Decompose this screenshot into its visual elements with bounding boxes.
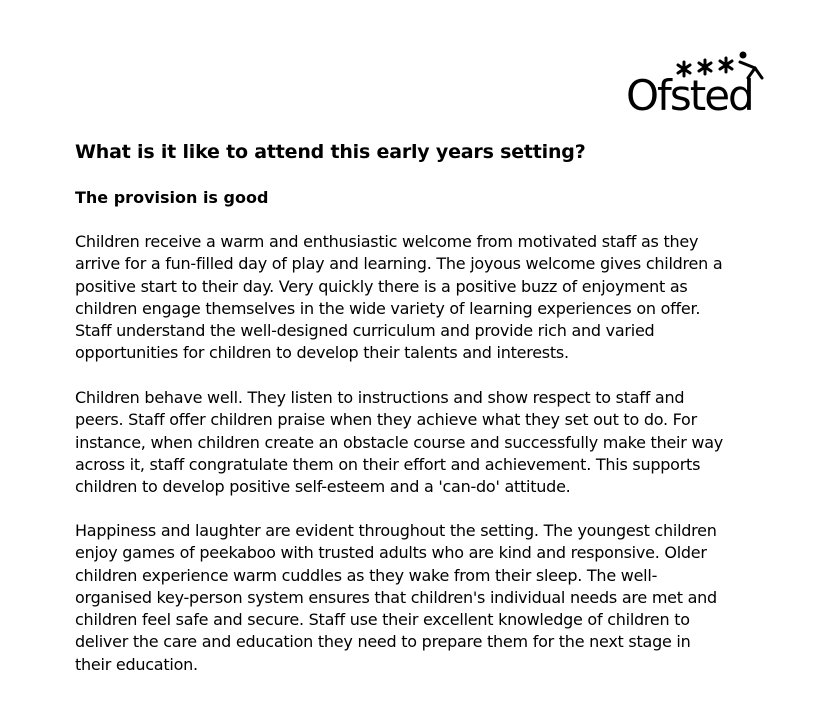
text-line: peers. Staff offer children praise when they achieve what they set out to do. For	[75, 410, 697, 430]
logo-wordmark: Ofsted	[626, 71, 753, 120]
text-line: instance, when children create an obstacle course and successfully make their way	[75, 432, 724, 452]
text-line: children feel safe and secure. Staff use their excellent knowledge of children to	[75, 610, 690, 630]
text-line: deliver the care and education they need to prepare them for the next stage in	[75, 632, 691, 652]
text-line: children engage themselves in the wide variety of learning experiences on offer.	[75, 298, 701, 318]
text-line: Happiness and laughter are evident throughout the setting. The youngest children	[75, 521, 717, 540]
paragraph-welcome	[75, 231, 765, 365]
text-line: their education.	[75, 654, 198, 674]
page-title: What is it like to attend this early years setting?	[75, 141, 586, 163]
text-line: children to develop positive self-esteem and a 'can-do' attitude.	[75, 477, 571, 497]
section-subtitle: The provision is good	[75, 188, 269, 207]
text-line: organised key-person system ensures that children's individual needs are met and	[75, 587, 717, 607]
text-line: across it, staff congratulate them on their effort and achievement. This supports	[75, 454, 701, 474]
paragraph-behaviour	[75, 387, 765, 498]
text-line: opportunities for children to develop their talents and interests.	[75, 343, 569, 363]
paragraph-happiness	[75, 520, 765, 676]
text-line: Children behave well. They listen to instructions and show respect to staff and	[75, 388, 685, 407]
text-line: arrive for a fun-filled day of play and learning. The joyous welcome gives children a	[75, 254, 723, 274]
text-line: children experience warm cuddles as they wake from their sleep. The well-	[75, 565, 658, 585]
text-line: enjoy games of peekaboo with trusted adults who are kind and responsive. Older	[75, 543, 707, 563]
text-line: Staff understand the well-designed curriculum and provide rich and varied	[75, 321, 655, 341]
ofsted-logo	[622, 50, 767, 122]
text-line: positive start to their day. Very quickly there is a positive buzz of enjoyment as	[75, 276, 688, 296]
text-line: Children receive a warm and enthusiastic welcome from motivated staff as they	[75, 232, 699, 251]
